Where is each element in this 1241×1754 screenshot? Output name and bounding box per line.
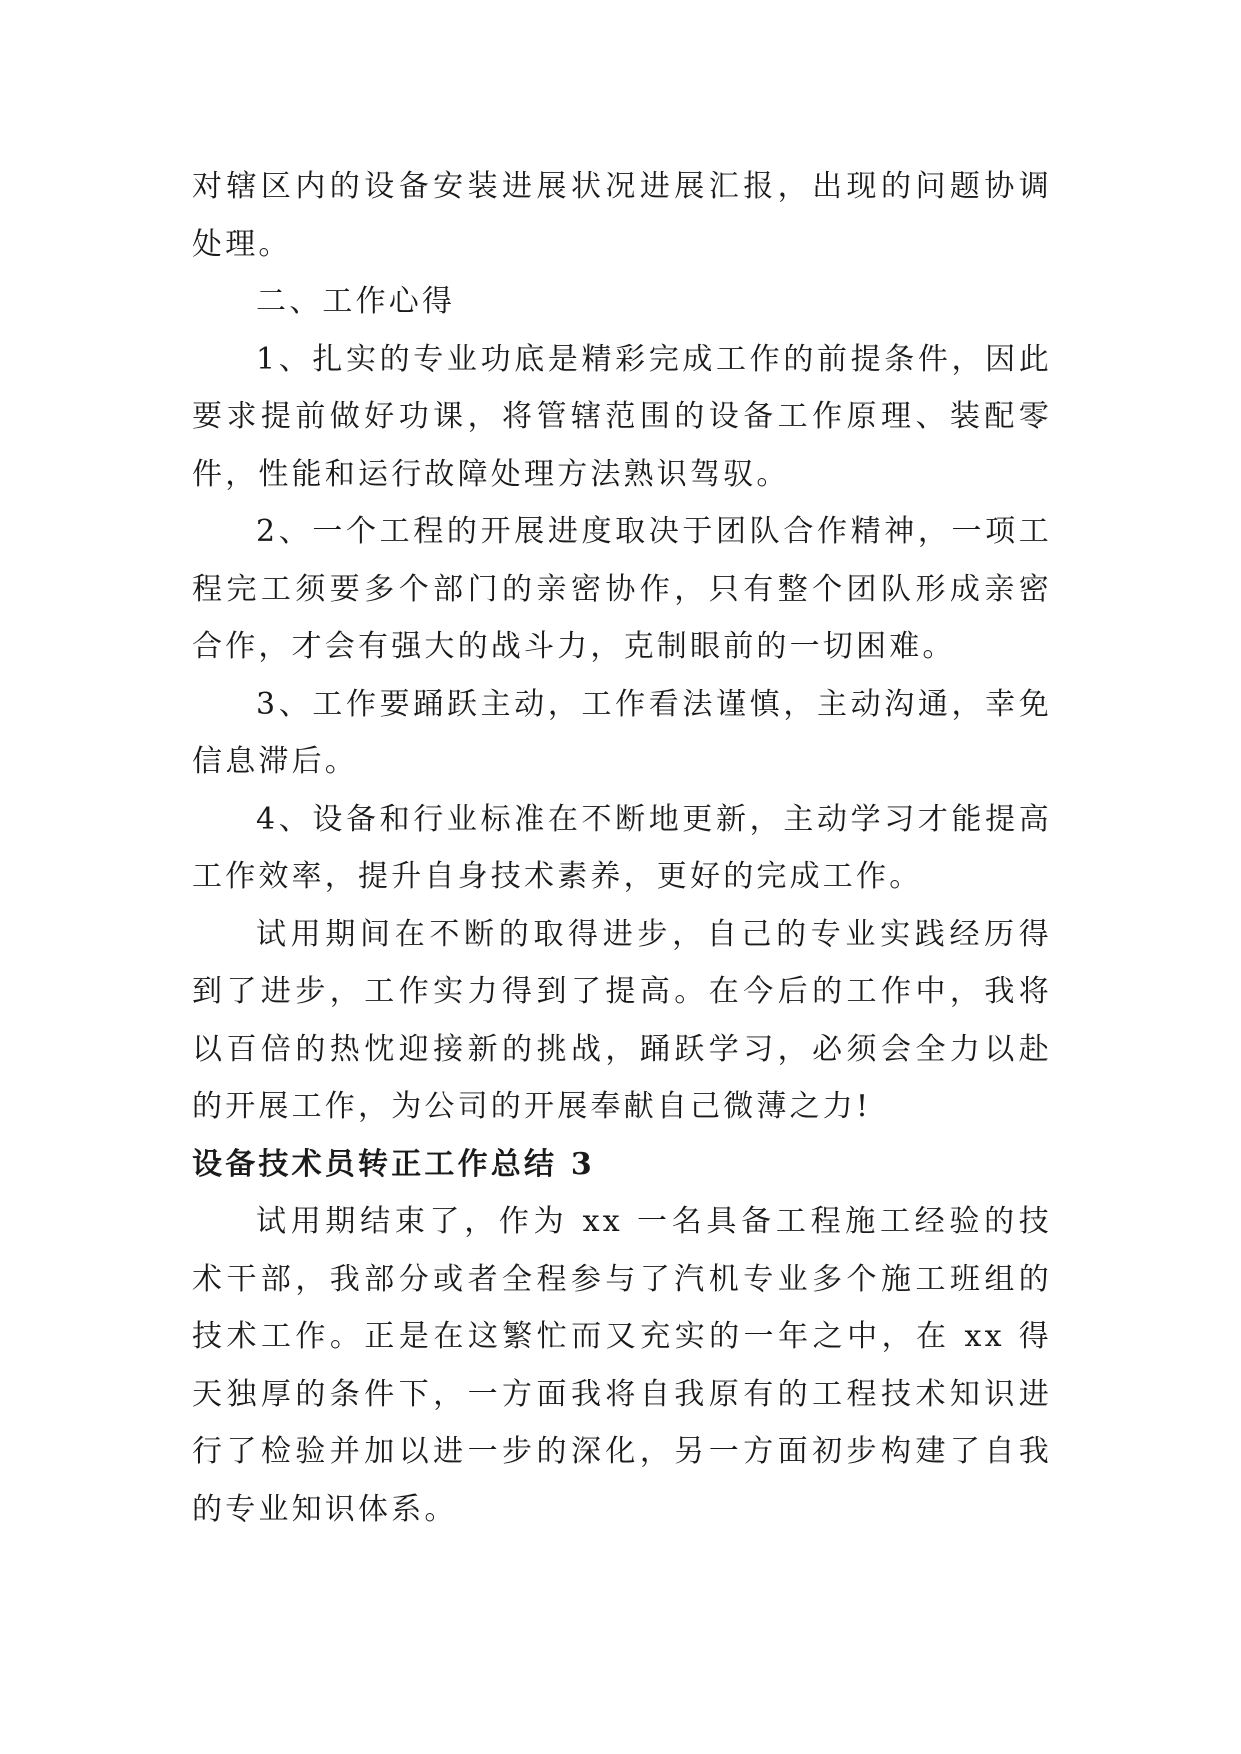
- paragraph-conclusion: 试用期间在不断的取得进步，自己的专业实践经历得到了进步，工作实力得到了提高。在今后的工作中，我将以百倍的热忱迎接新的挑战，踊跃学习，必须会全力以赴的开展工作，为公司的开展奉献自己微薄之力!: [192, 916, 1052, 1124]
- subheading-work-experience: 二、工作心得: [256, 284, 456, 319]
- section-title: 设备技术员转正工作总结 3: [192, 1146, 595, 1182]
- paragraph-section-intro: 试用期结束了，作为 xx 一名具备工程施工经验的技术干部，我部分或者全程参与了汽机专业多个施工班组的技术工作。正是在这繁忙而又充实的一年之中，在 xx 得天独厚的条件下，一方面我将自我原有的工程技术知识进行了检验并加以进一步的深化，另一方面初步构建了自我的专业知识体系。: [192, 1204, 1052, 1527]
- paragraph-point-2: 2、一个工程的开展进度取决于团队合作精神，一项工程完工须要多个部门的亲密协作，只有整个团队形成亲密合作，才会有强大的战斗力，克制眼前的一切困难。: [192, 514, 1052, 664]
- paragraph-point-4: 4、设备和行业标准在不断地更新，主动学习才能提高工作效率，提升自身技术素养，更好的完成工作。: [192, 801, 1052, 894]
- paragraph-point-1: 1、扎实的专业功底是精彩完成工作的前提条件，因此要求提前做好功课，将管辖范围的设备工作原理、装配零件，性能和运行故障处理方法熟识驾驭。: [192, 341, 1052, 492]
- document-body: [192, 158, 1052, 1538]
- paragraph-installation-report: 对辖区内的设备安装进展状况进展汇报，出现的问题协调处理。: [192, 169, 1052, 262]
- paragraph-point-3: 3、工作要踊跃主动，工作看法谨慎，主动沟通，幸免信息滞后。: [192, 686, 1052, 779]
